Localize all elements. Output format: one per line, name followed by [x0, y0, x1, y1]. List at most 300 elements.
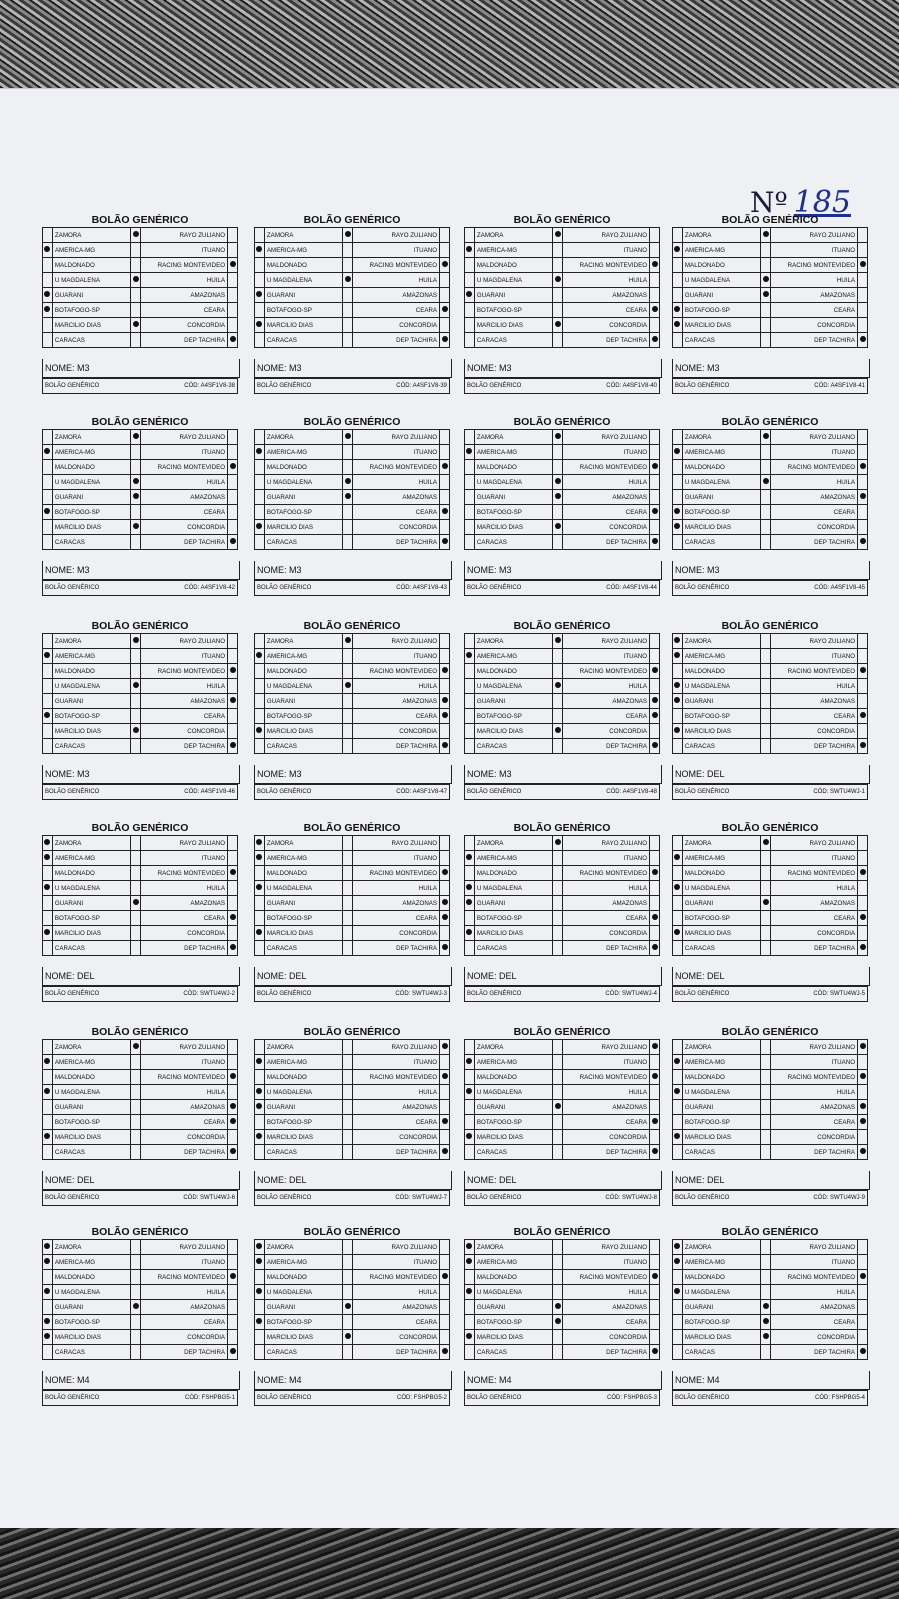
pick-dot-icon: [466, 1333, 472, 1339]
away-pick-cell: [650, 1285, 660, 1300]
card-title: BOLÃO GENÉRICO: [513, 822, 611, 834]
home-team: GUARANI: [264, 896, 342, 911]
card-footer: [254, 986, 450, 1002]
pick-dot-icon: [345, 478, 351, 484]
draw-pick-cell: [761, 288, 771, 303]
away-team: CEARA: [141, 1115, 228, 1130]
home-team: ZAMORA: [264, 1240, 342, 1255]
away-team: ITUANO: [771, 1255, 858, 1270]
card-code: CÓD: FSHPBG5-2: [396, 1395, 447, 1401]
away-team: RACING MONTEVIDEO: [563, 664, 650, 679]
away-team: CONCORDIA: [563, 520, 650, 535]
home-team: U MAGDALENA: [682, 475, 760, 490]
away-team: HUILA: [353, 881, 440, 896]
home-team: MARCILIO DIAS: [474, 926, 552, 941]
matches-table: [464, 227, 660, 348]
draw-pick-cell: [761, 490, 771, 505]
home-team: ZAMORA: [52, 836, 130, 851]
away-pick-cell: [650, 664, 660, 679]
home-pick-cell: [673, 739, 683, 754]
home-team: GUARANI: [264, 288, 342, 303]
draw-pick-cell: [761, 475, 771, 490]
away-pick-cell: [858, 535, 868, 550]
pick-dot-icon: [44, 1058, 50, 1064]
away-pick-cell: [858, 288, 868, 303]
away-pick-cell: [858, 1100, 868, 1115]
home-team: BOTAFOGO-SP: [474, 505, 552, 520]
home-pick-cell: [43, 709, 53, 724]
away-pick-cell: [858, 911, 868, 926]
away-pick-cell: [650, 1145, 660, 1160]
match-row: [673, 1330, 868, 1345]
match-row: [43, 724, 238, 739]
away-pick-cell: [858, 1130, 868, 1145]
away-team: RAYO ZULIANO: [563, 1240, 650, 1255]
away-pick-cell: [228, 1130, 238, 1145]
match-row: [43, 460, 238, 475]
pick-dot-icon: [133, 276, 139, 282]
draw-pick-cell: [761, 634, 771, 649]
home-team: MALDONADO: [682, 258, 760, 273]
home-pick-cell: [673, 535, 683, 550]
match-row: [43, 445, 238, 460]
home-pick-cell: [43, 1240, 53, 1255]
draw-pick-cell: [343, 1330, 353, 1345]
pick-dot-icon: [674, 884, 680, 890]
pick-dot-icon: [230, 667, 236, 673]
match-row: [673, 535, 868, 550]
home-pick-cell: [43, 1345, 53, 1360]
pick-dot-icon: [345, 493, 351, 499]
draw-pick-cell: [553, 1115, 563, 1130]
footer-brand: BOLÃO GENÉRICO: [675, 991, 730, 997]
home-pick-cell: [673, 1270, 683, 1285]
away-team: HUILA: [563, 881, 650, 896]
draw-pick-cell: [553, 881, 563, 896]
home-team: MARCILIO DIAS: [682, 1330, 760, 1345]
home-pick-cell: [673, 288, 683, 303]
draw-pick-cell: [761, 333, 771, 348]
draw-pick-cell: [131, 228, 141, 243]
match-row: [465, 941, 660, 956]
draw-pick-cell: [761, 926, 771, 941]
away-pick-cell: [858, 460, 868, 475]
home-pick-cell: [673, 460, 683, 475]
away-team: ITUANO: [563, 851, 650, 866]
pick-dot-icon: [652, 538, 658, 544]
away-pick-cell: [228, 896, 238, 911]
match-row: [43, 1285, 238, 1300]
home-team: MALDONADO: [264, 866, 342, 881]
home-pick-cell: [465, 866, 475, 881]
pick-dot-icon: [763, 291, 769, 297]
card-code: CÓD: A4SF1V8-47: [396, 789, 447, 795]
home-team: MALDONADO: [264, 460, 342, 475]
player-name: NOME: DEL: [254, 1171, 452, 1190]
pick-dot-icon: [133, 899, 139, 905]
away-team: RAYO ZULIANO: [141, 634, 228, 649]
away-pick-cell: [228, 475, 238, 490]
away-pick-cell: [440, 258, 450, 273]
home-pick-cell: [673, 243, 683, 258]
matches-table: [672, 1239, 868, 1360]
matches-table: [464, 429, 660, 550]
away-team: RACING MONTEVIDEO: [563, 1070, 650, 1085]
away-team: AMAZONAS: [563, 896, 650, 911]
away-pick-cell: [228, 273, 238, 288]
player-name: NOME: M3: [672, 561, 870, 580]
card-footer: [42, 580, 238, 596]
card-code: CÓD: A4SF1V8-39: [396, 383, 447, 389]
draw-pick-cell: [553, 941, 563, 956]
away-pick-cell: [440, 1345, 450, 1360]
home-pick-cell: [465, 303, 475, 318]
home-team: GUARANI: [682, 288, 760, 303]
home-team: MALDONADO: [682, 1070, 760, 1085]
pick-dot-icon: [466, 652, 472, 658]
away-team: RAYO ZULIANO: [353, 430, 440, 445]
away-pick-cell: [440, 1330, 450, 1345]
pick-dot-icon: [860, 463, 866, 469]
home-pick-cell: [255, 1070, 265, 1085]
home-team: U MAGDALENA: [52, 1085, 130, 1100]
draw-pick-cell: [343, 634, 353, 649]
draw-pick-cell: [131, 1330, 141, 1345]
home-team: AMERICA-MG: [264, 445, 342, 460]
match-row: [465, 535, 660, 550]
draw-pick-cell: [761, 1130, 771, 1145]
card-footer: [42, 986, 238, 1002]
away-team: DEP TACHIRA: [563, 739, 650, 754]
pick-dot-icon: [345, 231, 351, 237]
match-row: [255, 941, 450, 956]
away-pick-cell: [858, 1330, 868, 1345]
match-row: [465, 836, 660, 851]
away-pick-cell: [440, 430, 450, 445]
draw-pick-cell: [553, 475, 563, 490]
away-team: RACING MONTEVIDEO: [141, 664, 228, 679]
match-row: [465, 1285, 660, 1300]
pick-dot-icon: [442, 1043, 448, 1049]
home-pick-cell: [465, 1300, 475, 1315]
match-row: [43, 941, 238, 956]
match-row: [465, 1085, 660, 1100]
pick-dot-icon: [763, 899, 769, 905]
card-title: BOLÃO GENÉRICO: [513, 214, 611, 226]
home-team: MARCILIO DIAS: [264, 1130, 342, 1145]
home-pick-cell: [43, 228, 53, 243]
home-pick-cell: [673, 475, 683, 490]
home-team: BOTAFOGO-SP: [52, 303, 130, 318]
away-team: RAYO ZULIANO: [771, 430, 858, 445]
home-pick-cell: [43, 851, 53, 866]
home-team: CARACAS: [682, 1145, 760, 1160]
away-team: CEARA: [563, 709, 650, 724]
draw-pick-cell: [131, 1070, 141, 1085]
pick-dot-icon: [133, 727, 139, 733]
draw-pick-cell: [761, 1315, 771, 1330]
away-team: HUILA: [563, 679, 650, 694]
draw-pick-cell: [343, 1270, 353, 1285]
away-team: CEARA: [771, 1315, 858, 1330]
away-team: HUILA: [141, 679, 228, 694]
match-row: [465, 445, 660, 460]
card-footer: [672, 1390, 868, 1406]
match-row: [465, 1255, 660, 1270]
home-team: ZAMORA: [52, 1240, 130, 1255]
home-team: MARCILIO DIAS: [682, 1130, 760, 1145]
home-team: ZAMORA: [682, 1240, 760, 1255]
matches-table: [254, 227, 450, 348]
draw-pick-cell: [343, 941, 353, 956]
footer-brand: BOLÃO GENÉRICO: [257, 789, 312, 795]
card-footer: [672, 378, 868, 394]
draw-pick-cell: [131, 1130, 141, 1145]
pick-dot-icon: [442, 697, 448, 703]
home-pick-cell: [43, 1055, 53, 1070]
draw-pick-cell: [343, 836, 353, 851]
pick-dot-icon: [133, 523, 139, 529]
home-pick-cell: [673, 896, 683, 911]
pick-dot-icon: [652, 261, 658, 267]
match-row: [465, 303, 660, 318]
home-team: U MAGDALENA: [682, 273, 760, 288]
draw-pick-cell: [761, 649, 771, 664]
bet-card: [254, 416, 450, 596]
home-pick-cell: [43, 445, 53, 460]
draw-pick-cell: [131, 881, 141, 896]
away-pick-cell: [858, 1040, 868, 1055]
home-team: GUARANI: [52, 896, 130, 911]
pick-dot-icon: [44, 1333, 50, 1339]
card-code: CÓD: FSHPBG5-1: [184, 1395, 235, 1401]
away-pick-cell: [650, 1100, 660, 1115]
draw-pick-cell: [131, 1345, 141, 1360]
match-row: [255, 490, 450, 505]
home-team: ZAMORA: [52, 228, 130, 243]
home-pick-cell: [673, 866, 683, 881]
home-team: U MAGDALENA: [682, 1085, 760, 1100]
away-pick-cell: [650, 836, 660, 851]
away-team: DEP TACHIRA: [771, 1345, 858, 1360]
away-team: HUILA: [771, 679, 858, 694]
home-pick-cell: [465, 1330, 475, 1345]
home-team: BOTAFOGO-SP: [474, 911, 552, 926]
home-team: MALDONADO: [474, 664, 552, 679]
home-pick-cell: [673, 941, 683, 956]
draw-pick-cell: [761, 520, 771, 535]
home-pick-cell: [673, 1240, 683, 1255]
home-pick-cell: [465, 228, 475, 243]
away-pick-cell: [228, 333, 238, 348]
away-team: HUILA: [141, 1085, 228, 1100]
draw-pick-cell: [553, 896, 563, 911]
pick-dot-icon: [230, 1103, 236, 1109]
draw-pick-cell: [761, 273, 771, 288]
away-team: DEP TACHIRA: [771, 535, 858, 550]
away-pick-cell: [440, 333, 450, 348]
draw-pick-cell: [553, 1145, 563, 1160]
card-code: CÓD: SWTU4WJ-8: [605, 1195, 657, 1201]
pick-dot-icon: [555, 478, 561, 484]
draw-pick-cell: [553, 709, 563, 724]
pick-dot-icon: [860, 493, 866, 499]
home-pick-cell: [43, 724, 53, 739]
draw-pick-cell: [553, 724, 563, 739]
draw-pick-cell: [761, 1300, 771, 1315]
home-team: GUARANI: [264, 490, 342, 505]
match-row: [43, 333, 238, 348]
pick-dot-icon: [256, 1318, 262, 1324]
pick-dot-icon: [256, 1103, 262, 1109]
bet-card: [42, 214, 238, 394]
draw-pick-cell: [343, 333, 353, 348]
draw-pick-cell: [131, 739, 141, 754]
draw-pick-cell: [553, 866, 563, 881]
pick-dot-icon: [256, 321, 262, 327]
home-team: GUARANI: [474, 1300, 552, 1315]
pick-dot-icon: [44, 1133, 50, 1139]
draw-pick-cell: [761, 1270, 771, 1285]
match-row: [673, 475, 868, 490]
bet-card: [42, 822, 238, 1002]
home-team: GUARANI: [52, 1300, 130, 1315]
away-pick-cell: [440, 1315, 450, 1330]
home-team: ZAMORA: [682, 836, 760, 851]
away-pick-cell: [650, 1040, 660, 1055]
home-pick-cell: [465, 318, 475, 333]
home-pick-cell: [673, 1345, 683, 1360]
home-team: ZAMORA: [474, 430, 552, 445]
away-pick-cell: [858, 303, 868, 318]
match-row: [465, 243, 660, 258]
home-pick-cell: [43, 649, 53, 664]
match-row: [43, 273, 238, 288]
match-row: [673, 1130, 868, 1145]
matches-table: [42, 835, 238, 956]
pick-dot-icon: [674, 1133, 680, 1139]
away-team: CONCORDIA: [563, 1330, 650, 1345]
card-code: CÓD: A4SF1V8-40: [606, 383, 657, 389]
away-team: RACING MONTEVIDEO: [353, 866, 440, 881]
away-team: RACING MONTEVIDEO: [353, 664, 440, 679]
pick-dot-icon: [230, 1348, 236, 1354]
away-team: HUILA: [141, 1285, 228, 1300]
away-team: ITUANO: [353, 1055, 440, 1070]
card-title: BOLÃO GENÉRICO: [91, 822, 189, 834]
pick-dot-icon: [44, 839, 50, 845]
pick-dot-icon: [230, 914, 236, 920]
away-pick-cell: [650, 679, 660, 694]
pick-dot-icon: [652, 1118, 658, 1124]
away-team: RACING MONTEVIDEO: [353, 1270, 440, 1285]
pick-dot-icon: [555, 231, 561, 237]
match-row: [465, 694, 660, 709]
away-team: CONCORDIA: [771, 724, 858, 739]
home-pick-cell: [465, 1145, 475, 1160]
footer-brand: BOLÃO GENÉRICO: [467, 383, 522, 389]
match-row: [673, 273, 868, 288]
card-title: BOLÃO GENÉRICO: [303, 214, 401, 226]
away-pick-cell: [650, 1270, 660, 1285]
home-team: BOTAFOGO-SP: [52, 911, 130, 926]
pick-dot-icon: [442, 1348, 448, 1354]
home-pick-cell: [255, 724, 265, 739]
away-pick-cell: [228, 445, 238, 460]
draw-pick-cell: [131, 445, 141, 460]
pick-dot-icon: [555, 682, 561, 688]
away-team: CEARA: [141, 911, 228, 926]
away-pick-cell: [440, 520, 450, 535]
matches-table: [672, 429, 868, 550]
away-team: CEARA: [563, 505, 650, 520]
match-row: [465, 739, 660, 754]
draw-pick-cell: [553, 851, 563, 866]
draw-pick-cell: [343, 1255, 353, 1270]
home-team: MARCILIO DIAS: [682, 724, 760, 739]
card-footer: [254, 1190, 450, 1206]
pick-dot-icon: [44, 291, 50, 297]
home-team: BOTAFOGO-SP: [264, 1315, 342, 1330]
away-pick-cell: [858, 926, 868, 941]
match-row: [673, 941, 868, 956]
match-row: [43, 1345, 238, 1360]
footer-brand: BOLÃO GENÉRICO: [45, 1195, 100, 1201]
home-pick-cell: [673, 679, 683, 694]
home-team: AMERICA-MG: [682, 243, 760, 258]
away-team: AMAZONAS: [141, 694, 228, 709]
match-row: [43, 836, 238, 851]
home-pick-cell: [43, 288, 53, 303]
away-team: RACING MONTEVIDEO: [141, 1270, 228, 1285]
home-pick-cell: [43, 634, 53, 649]
match-row: [255, 318, 450, 333]
home-team: GUARANI: [52, 694, 130, 709]
away-pick-cell: [228, 1270, 238, 1285]
away-pick-cell: [440, 318, 450, 333]
match-row: [673, 679, 868, 694]
player-name: NOME: DEL: [254, 967, 452, 986]
away-pick-cell: [650, 634, 660, 649]
matches-table: [42, 1039, 238, 1160]
home-team: MALDONADO: [52, 1270, 130, 1285]
home-pick-cell: [43, 535, 53, 550]
pick-dot-icon: [230, 538, 236, 544]
home-team: GUARANI: [474, 1100, 552, 1115]
away-pick-cell: [440, 739, 450, 754]
match-row: [673, 1055, 868, 1070]
match-row: [465, 1270, 660, 1285]
draw-pick-cell: [131, 709, 141, 724]
pick-dot-icon: [44, 1318, 50, 1324]
away-pick-cell: [858, 881, 868, 896]
draw-pick-cell: [131, 243, 141, 258]
match-row: [465, 520, 660, 535]
pick-dot-icon: [466, 1258, 472, 1264]
away-pick-cell: [440, 679, 450, 694]
match-row: [673, 303, 868, 318]
home-pick-cell: [465, 694, 475, 709]
away-team: RACING MONTEVIDEO: [771, 866, 858, 881]
footer-brand: BOLÃO GENÉRICO: [45, 789, 100, 795]
card-title: BOLÃO GENÉRICO: [721, 416, 819, 428]
away-team: CONCORDIA: [771, 318, 858, 333]
home-pick-cell: [465, 836, 475, 851]
away-pick-cell: [858, 1070, 868, 1085]
draw-pick-cell: [761, 445, 771, 460]
draw-pick-cell: [131, 941, 141, 956]
pick-dot-icon: [230, 742, 236, 748]
